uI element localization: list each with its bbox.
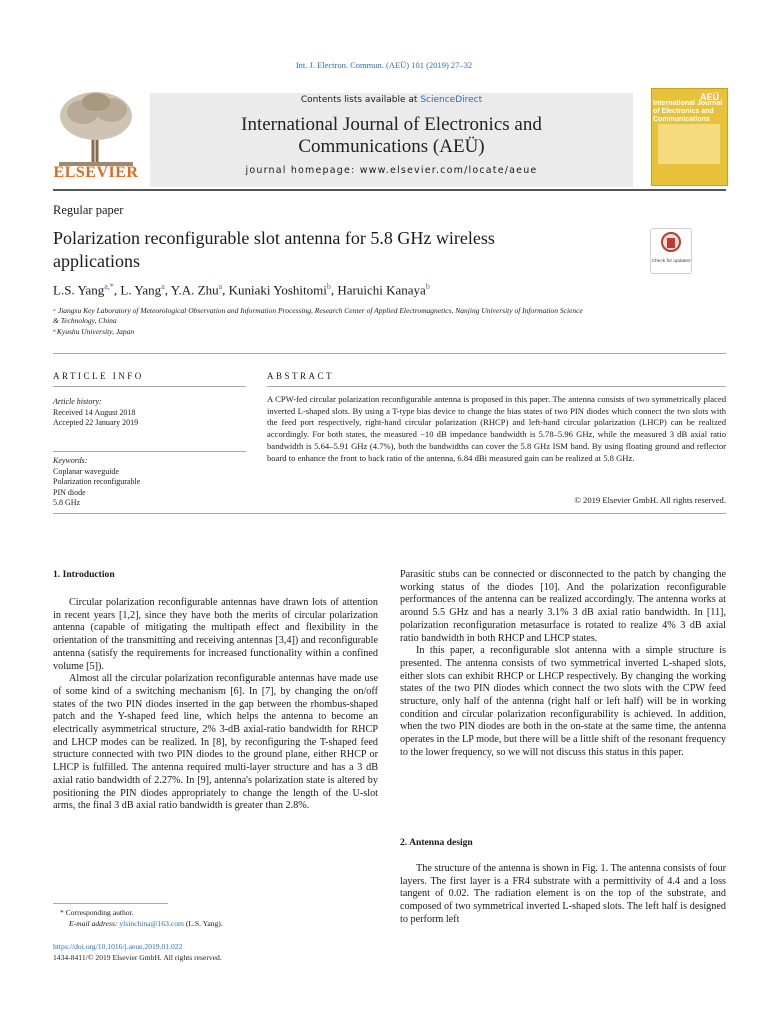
design-heading: 2. Antenna design (400, 837, 473, 848)
history-label: Article history: (53, 397, 102, 406)
abstract-text: A CPW-fed circular polarization reconfigurable antenna is proposed in this paper. The antenna consists of two symmetrically placed inverted L-shaped slots. By using a T-type bias device to change the bias states of two PIN diodes which connect the two slots with the feed port respectively, right-hand circular polarization (RHCP) and left-hand circular polarization (LHCP) can be realized accordingly. For both states, the measured −10 dB impedance bandwidth is 5.78–5.96 GHz, while the measured 3 dB axial ratio bandwidth is 5.64–5.91 GHz (4.7%), both the bandwidths can cover the 5.8 GHz ISM band. By using floating ground and reflector board to enhance the front to back ratio of the antenna, 6.84 dBi measured gain can be realized at 5.8 GHz. (267, 394, 726, 463)
right-column-text (400, 569, 726, 760)
publisher-logo-text: ELSEVIER (53, 164, 139, 181)
affiliation-a (53, 306, 726, 326)
keyword: PIN diode (53, 487, 86, 497)
contents-line (150, 95, 633, 105)
corresponding-author-note: * Corresponding author. (60, 908, 134, 917)
author-name[interactable]: Y.A. Zhu (170, 282, 219, 298)
affiliation-a-line1: ᵃ Jiangsu Key Laboratory of Meteorological Observation and Information Processing, Research Center of Applied Electromagnetics, Nanjing University of Information Science (53, 306, 583, 315)
keywords-rule (53, 451, 246, 452)
cover-short-title: AEÜ (700, 92, 720, 102)
cover-title: International Journal of Electronics and Communications (653, 100, 723, 123)
accepted-date: Accepted 22 January 2019 (53, 418, 139, 427)
author-affiliation-marker[interactable]: a (218, 282, 223, 291)
affiliation-b: ᵇ Kyushu University, Japan (53, 327, 135, 336)
journal-title-line2: Communications (AEÜ) (298, 136, 485, 157)
journal-homepage[interactable]: journal homepage: www.elsevier.com/locate/aeue (245, 165, 538, 176)
email-line (69, 918, 223, 929)
author-separator: , (330, 282, 338, 298)
author-list (53, 282, 430, 298)
journal-title (150, 114, 633, 158)
abstract-copyright: © 2019 Elsevier GmbH. All rights reserved. (574, 495, 726, 505)
intro-text (53, 597, 378, 813)
email-link[interactable]: ylsinchina@163.com (119, 919, 184, 928)
keyword: Coplanar waveguide (53, 466, 119, 476)
author-name[interactable]: L.S. Yang (53, 282, 105, 298)
affiliation-a-line2: & Technology, China (53, 316, 117, 325)
author-affiliation-marker[interactable]: b (425, 282, 430, 291)
abstract-rule (267, 386, 726, 387)
author-name[interactable]: Kuniaki Yoshitomi (228, 282, 327, 298)
intro-paragraph-2: Almost all the circular polarization reconfigurable antennas have made use of some kind of a switching mechanism [6]. In [7], by changing the on/off states of the two PIN diodes inserted in the gap between the rhombus-shaped patch and the Y-shaped feed line, which helps the antenna to become an electrically asymmetrical structure, 2% 3-dB axial-ratio bandwidth for RHCP and LHCP modes can be realized. In [8], by reconfiguring the T-shaped feed structure connected with two PIN diodes to the ground plane, either RHCP or LHCP is fulfilled. The antenna required multi-layer structure and has a 3 dB axial ratio bandwidth of 2.27%. In [9], antenna's polarization state is altered by positioning the PIN diodes appropriately to change the length of the U-slot arms, the final 3 dB axial ratio bandwidth is greater than 2.8%. (53, 673, 378, 812)
right-paragraph-2: In this paper, a reconfigurable slot antenna with a simple structure is presented. The antenna consists of two symmetrical inverted L-shaped slots, either slots can exhibit RHCP or LHCP respectively. By changing the working states of the two PIN diodes which connect the two slots with the CPW feed structure, only half of the antenna (right half or left half) will be in working condition and circular polarization reconfigurability is achieved. In addition, when the two PIN diodes are both in the on-state at the same time, the antenna operates in the LP mode, but there will be a little shift of the resonant frequency to the lower frequency, so we will not discuss this status in this paper. (400, 645, 726, 758)
author-name[interactable]: L. Yang (120, 282, 162, 298)
journal-title-line1: International Journal of Electronics and (241, 114, 542, 135)
badge-label: Check for updates (651, 259, 691, 264)
sciencedirect-link[interactable]: ScienceDirect (420, 95, 483, 105)
keywords-block (53, 456, 248, 509)
received-date: Received 14 August 2018 (53, 407, 136, 417)
crossmark-icon (651, 229, 691, 255)
footnote-rule (53, 903, 168, 904)
email-label: E-mail address: (69, 919, 120, 928)
author-separator: , (222, 282, 229, 298)
intro-paragraph-1: Circular polarization reconfigurable antennas have drawn lots of attention in recent years [1,2], since they have both the merits of circular polarization antenna (capable of mitigating the multipath effect and flexibility in the orientation of the transmitting and receiving antennas [3,4]) and reconfigurable antenna (satisfy the requirements for increased functionality within a confined volume [5]). (53, 597, 378, 672)
right-paragraph-1: Parasitic stubs can be connected or disconnected to the patch by changing the working status of the diodes [10]. And the polarization reconfigurable performances of the antenna can be realized accordingly. The antenna works at around 5.5 GHz and has a nearly 3.1% 3 dB axial ratio bandwidth. In [11], polarization reconfiguration metasurface is rotated to realize 4% 3 dB axial ratio bandwidth in both RHCP and LHCP states. (400, 569, 726, 644)
keyword: 5.8 GHz (53, 498, 81, 507)
cover-panel (658, 124, 720, 164)
design-text (400, 863, 726, 927)
author-affiliation-marker[interactable]: a (161, 282, 165, 291)
article-info-heading: ARTICLE INFO (53, 371, 144, 381)
author-separator: , (164, 282, 171, 298)
keyword: Polarization reconfigurable (53, 477, 141, 486)
divider (53, 353, 726, 354)
intro-heading: 1. Introduction (53, 569, 115, 580)
paper-title (53, 227, 593, 273)
author-affiliation-marker[interactable]: a,* (104, 282, 114, 291)
keywords-label: Keywords: (53, 456, 88, 465)
header-rule (53, 189, 726, 191)
paper-title-line2: applications (53, 251, 140, 271)
contents-prefix: Contents lists available at (300, 95, 421, 105)
paper-type: Regular paper (53, 203, 124, 217)
article-info-rule (53, 386, 246, 387)
article-history (53, 397, 248, 429)
doi-link[interactable]: https://doi.org/10.1016/j.aeue.2019.01.022 (53, 942, 183, 951)
abstract-bottom-rule (53, 513, 726, 514)
design-paragraph-1: The structure of the antenna is shown in Fig. 1. The antenna consists of four layers. The first layer is a FR4 substrate with a permittivity of 4.4 and a loss tangent of 0.02. The radiation element is on the top of the substrate, and composed of two symmetrical inverted L-shaped slots. The left half is designed to perform left (400, 863, 726, 925)
author-separator: , (113, 282, 121, 298)
check-for-updates-badge[interactable] (650, 228, 692, 274)
issn-copyright: 1434-8411/© 2019 Elsevier GmbH. All rights reserved. (53, 953, 222, 962)
author-affiliation-marker[interactable]: b (326, 282, 331, 291)
abstract-heading: ABSTRACT (267, 371, 335, 381)
author-name[interactable]: Haruichi Kanaya (337, 282, 426, 298)
email-suffix: (L.S. Yang). (183, 919, 223, 928)
journal-citation[interactable]: Int. J. Electron. Commun. (AEÜ) 101 (2019) 27–32 (295, 60, 473, 70)
paper-title-line1: Polarization reconfigurable slot antenna for 5.8 GHz wireless (53, 228, 495, 248)
